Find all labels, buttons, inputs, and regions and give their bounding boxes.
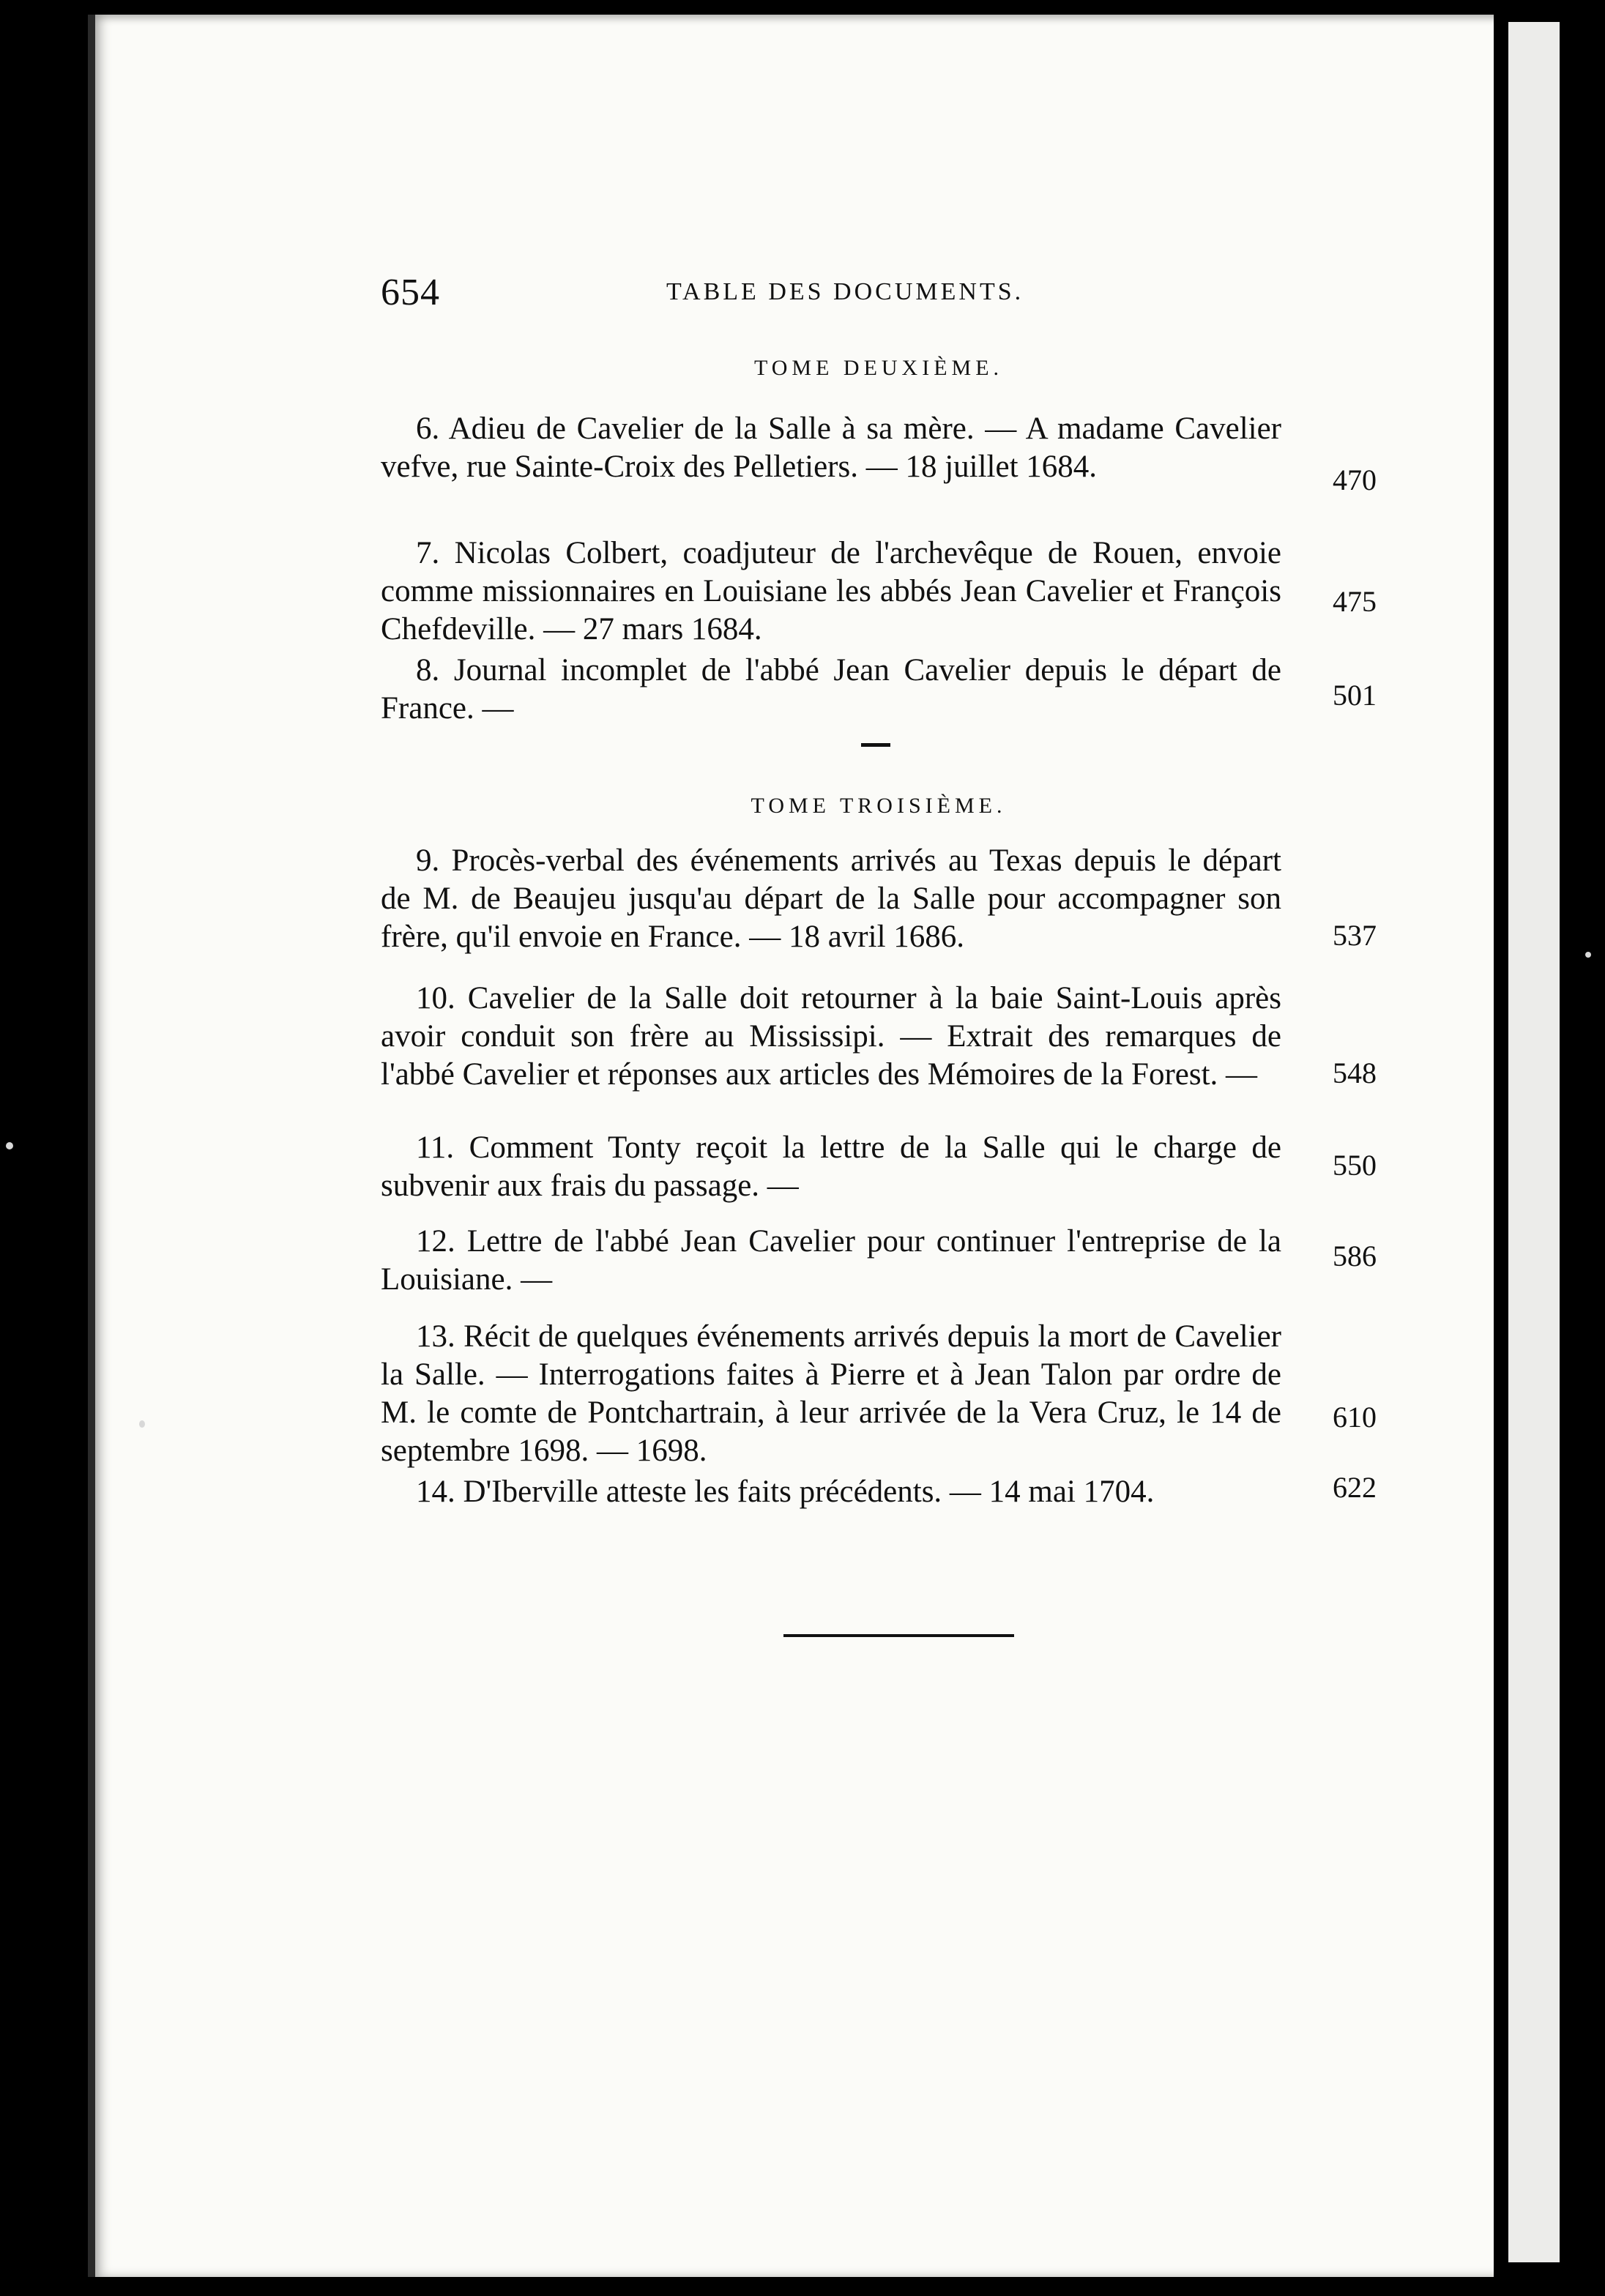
page-number: 654	[381, 272, 440, 313]
section-title-tome-deuxieme: TOME DEUXIÈME.	[753, 356, 1004, 380]
entry-page-number: 610	[1333, 1401, 1377, 1434]
running-title: TABLE DES DOCUMENTS.	[666, 278, 1024, 305]
entry-page-number: 548	[1333, 1056, 1377, 1089]
entry-text: 6. Adieu de Cavelier de la Salle à sa mère. — A madame Cavelier vefve, rue Sainte-Croix des Pelletiers. — 18 juillet 1684.	[381, 411, 1281, 484]
entry-text: 13. Récit de quelques événements arrivés depuis la mort de Cavelier la Salle. — Interrogations faites à Pierre et à Jean Talon par ordre de M. le comte de Pontchartrain, à leur arrivée de la Vera Cruz, le 14 de septembre 1698. — 1698.	[381, 1319, 1281, 1468]
entry-page-number: 622	[1333, 1471, 1377, 1504]
entry-text: 10. Cavelier de la Salle doit retourner à la baie Saint-Louis après avoir conduit son frère au Mississipi. — Extrait des remarques de l'abbé Cavelier et réponses aux articles des Mémoires de la Forest. —	[381, 981, 1281, 1092]
scan-speck	[139, 1420, 145, 1428]
entry-text: 11. Comment Tonty reçoit la lettre de la Salle qui le charge de subvenir aux frais du passage. —	[381, 1130, 1281, 1203]
entry-page-number: 501	[1333, 679, 1377, 712]
entry-page-number: 475	[1333, 585, 1377, 618]
scan-speck	[6, 1142, 13, 1149]
entry-text: 12. Lettre de l'abbé Jean Cavelier pour continuer l'entreprise de la Louisiane. —	[381, 1224, 1281, 1297]
section-separator-dash	[861, 743, 890, 747]
entry-page-number: 537	[1333, 919, 1377, 952]
entry-text: 9. Procès-verbal des événements arrivés au Texas depuis le départ de M. de Beaujeu jusqu'au départ de la Salle pour accompagner son frère, qu'il envoie en France. — 18 avril 1686.	[381, 843, 1281, 954]
end-rule	[783, 1634, 1014, 1637]
entry-page-number: 586	[1333, 1240, 1377, 1272]
running-head	[381, 271, 1377, 329]
entry-page-number: 470	[1333, 463, 1377, 496]
entry-text: 7. Nicolas Colbert, coadjuteur de l'archevêque de Rouen, envoie comme missionnaires en Louisiane les abbés Jean Cavelier et François Chefdeville. — 27 mars 1684.	[381, 536, 1281, 646]
scan-speck	[1585, 952, 1591, 958]
entry-text: 8. Journal incomplet de l'abbé Jean Cavelier depuis le départ de France. —	[381, 653, 1281, 726]
adjacent-page-edge	[1508, 22, 1560, 2262]
section-title-tome-troisieme: TOME TROISIÈME.	[751, 794, 1007, 818]
entry-page-number: 550	[1333, 1149, 1377, 1182]
entry-text: 14. D'Iberville atteste les faits précédents. — 14 mai 1704.	[416, 1475, 1155, 1509]
